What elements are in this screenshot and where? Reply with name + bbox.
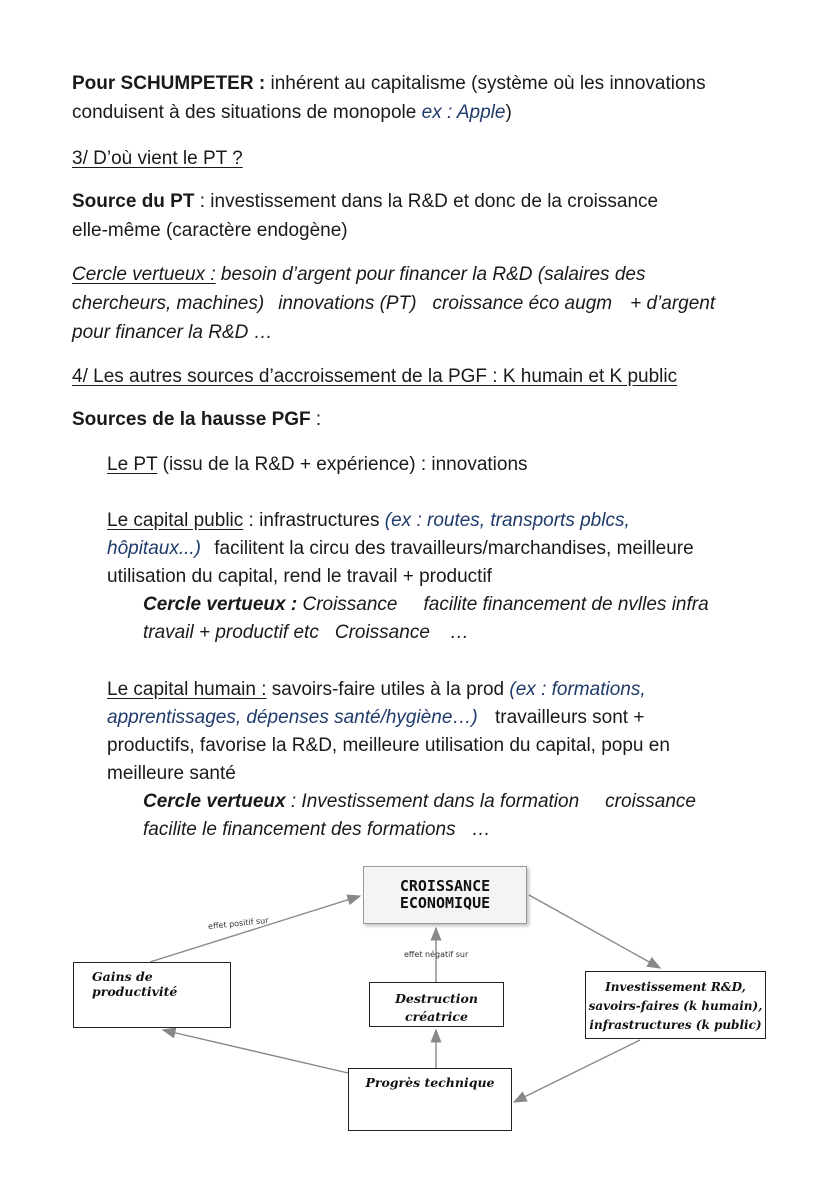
public-cercle-c: travail + productif etc <box>143 622 319 643</box>
box-destruction-creatrice <box>369 982 504 1027</box>
box-investissement <box>585 971 766 1039</box>
source-line-2: elle-même (caractère endogène) <box>72 220 348 241</box>
cercle1-part-b: innovations (PT) <box>278 293 417 314</box>
cercle1-text-1: besoin d’argent pour financer la R&D (salaires des <box>215 264 646 285</box>
public-example-1: (ex : routes, transports pblcs, <box>384 510 630 531</box>
sources-title-rest: : <box>310 409 322 430</box>
box-gains-productivite <box>73 962 231 1028</box>
public-line-3: utilisation du capital, rend le travail + productif <box>107 566 492 587</box>
label-effet-negatif: effet négatif sur <box>404 950 469 959</box>
humain-cercle-a: : Investissement dans la formation <box>285 791 580 812</box>
public-example-2: hôpitaux...) <box>107 538 201 559</box>
public-label: Le capital public <box>107 510 244 531</box>
invest-line-3: infrastructures (k public) <box>589 1018 762 1032</box>
invest-line-1: Investissement R&D, <box>605 980 746 994</box>
arrow-croissance-to-invest <box>529 895 660 968</box>
section-3-heading: 3/ D’où vient le PT ? <box>72 148 243 169</box>
humain-line-4: meilleure santé <box>107 763 236 784</box>
pt-text: (issu de la R&D + expérience) : innovations <box>157 454 528 475</box>
cercle1-part-a: chercheurs, machines) <box>72 293 265 314</box>
schumpeter-text-2: conduisent à des situations de monopole <box>72 102 422 123</box>
sources-title-bold: Sources de la hausse PGF <box>72 409 311 430</box>
public-cercle-d: Croissance <box>334 622 430 643</box>
destruction-line-1: Destruction <box>395 991 478 1006</box>
destruction-line-2: créatrice <box>405 1009 468 1024</box>
box-progres-technique <box>348 1068 512 1131</box>
cercle1-label: Cercle vertueux : <box>72 264 216 285</box>
cercle1-line-3: pour financer la R&D … <box>72 322 273 343</box>
box-croissance-economique <box>363 866 527 924</box>
humain-cercle-c: facilite le financement des formations <box>143 819 456 840</box>
humain-label: Le capital humain : <box>107 679 267 700</box>
public-cercle-label: Cercle vertueux : <box>143 594 298 615</box>
humain-example-2: apprentissages, dépenses santé/hygiène…) <box>107 707 478 728</box>
cercle1-part-c: croissance éco augm <box>432 293 613 314</box>
schumpeter-text-1: inhérent au capitalisme (système où les innovations <box>265 73 706 94</box>
schumpeter-close: ) <box>505 102 512 123</box>
schumpeter-example: ex : Apple <box>421 102 506 123</box>
croissance-line-1: CROISSANCE <box>399 877 491 895</box>
arrow-progres-to-gains <box>163 1030 348 1073</box>
arrow-gains-to-croissance <box>150 896 360 962</box>
humain-text-1: savoirs-faire utiles à la prod <box>266 679 510 700</box>
progres-label: Progrès technique <box>365 1075 495 1090</box>
label-effet-positif: effet positif sur <box>207 915 269 932</box>
source-text-1: : investissement dans la R&D et donc de la croissance <box>194 191 659 212</box>
public-text-2: facilitent la circu des travailleurs/marchandises, meilleure <box>209 538 694 559</box>
schumpeter-label: Pour SCHUMPETER : <box>72 73 266 94</box>
arrow-invest-to-progres <box>514 1040 640 1102</box>
humain-cercle-b: croissance <box>605 791 696 812</box>
section-4-heading: 4/ Les autres sources d’accroissement de la PGF : K humain et K public <box>72 366 678 387</box>
humain-cercle-d: … <box>471 819 491 840</box>
humain-cercle-label: Cercle vertueux <box>143 791 286 812</box>
public-cercle-a: Croissance <box>297 594 398 615</box>
croissance-line-2: ECONOMIQUE <box>399 894 491 912</box>
pt-label: Le PT <box>107 454 158 475</box>
invest-line-2: savoirs-faires (k humain), <box>588 999 763 1013</box>
humain-line-3: productifs, favorise la R&D, meilleure utilisation du capital, popu en <box>107 735 670 756</box>
public-cercle-b: facilite financement de nvlles infra <box>423 594 709 615</box>
cercle1-part-d: + d’argent <box>630 293 716 314</box>
public-cercle-e: … <box>449 622 469 643</box>
humain-text-2: travailleurs sont + <box>489 707 645 728</box>
humain-example-1: (ex : formations, <box>509 679 646 700</box>
gains-label: Gains de productivité <box>92 969 178 999</box>
public-text-1: : infrastructures <box>243 510 385 531</box>
source-label: Source du PT <box>72 191 195 212</box>
